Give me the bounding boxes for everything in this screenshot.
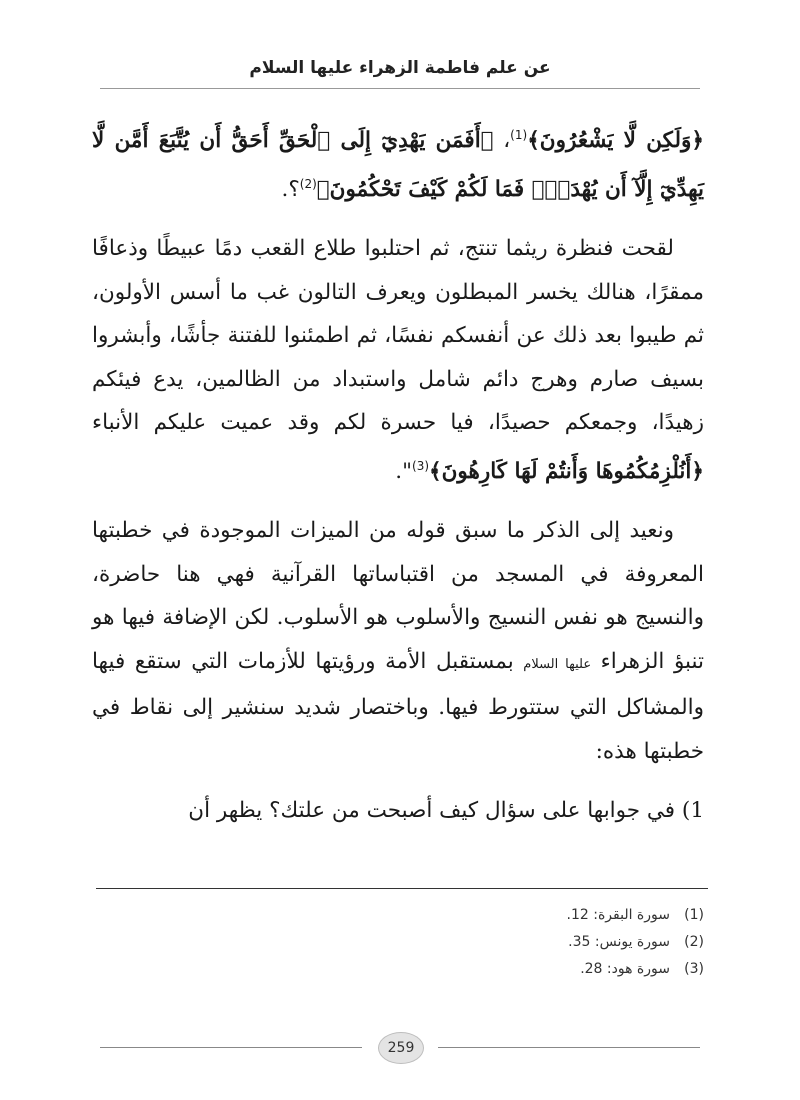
paragraph-end: ". <box>395 458 413 484</box>
footnote-item <box>92 929 704 956</box>
honorific-text: عليها السلام <box>523 656 592 672</box>
footer-line-right <box>438 1047 700 1048</box>
numbered-point <box>92 789 704 833</box>
separator-text: ، <box>493 128 511 154</box>
footnotes <box>92 902 704 983</box>
footer-line-left <box>100 1047 362 1048</box>
footnote-ref[interactable]: (2) <box>299 176 317 191</box>
header-title: عن علم فاطمة الزهراء عليها السلام <box>249 58 551 78</box>
footnote-text: سورة البقرة: 12. <box>566 907 670 923</box>
footnote-number: (1) <box>684 907 704 923</box>
main-text <box>92 114 704 833</box>
footnote-number: (2) <box>684 934 704 950</box>
quran-verse: ﴿وَلَكِن لَّا يَشْعُرُونَ﴾ <box>527 128 704 154</box>
footnote-text: سورة يونس: 35. <box>568 934 670 950</box>
footnote-item <box>92 902 704 929</box>
point-number: 1) <box>681 798 704 824</box>
paragraph-quran-verses <box>92 114 704 211</box>
paragraph-analysis <box>92 509 704 773</box>
running-header <box>0 58 800 78</box>
footnote-divider <box>96 888 708 889</box>
footnote-number: (3) <box>684 961 704 977</box>
footnote-ref[interactable]: (3) <box>412 458 430 473</box>
paragraph-text: بمستقبل الأمة ورؤيتها للأزمات التي ستقع فيها والمشاكل التي ستتورط فيها. وباختصار شديد سنشير إلى نقاط في خطبتها هذه: <box>92 648 704 764</box>
page-number: 259 <box>378 1032 424 1064</box>
header-divider <box>100 88 700 89</box>
paragraph-text: لقحت فنظرة ريثما تنتج، ثم احتلبوا طلاع القعب دمًا عبيطًا وذعافًا ممقرًا، هنالك يخسر المبطلون ويعرف التالون غب ما أسس الأولون، ثم طيبوا بعد ذلك عن أنفسكم نفسًا، ثم اطمئنوا للفتنة جأشًا، وأبشروا بسيف صارم وهرج دائم شامل واستبداد من الظالمين، يدع فيئكم زهيدًا، وجمعكم حصيدًا، فيا حسرة لكم وقد عميت عليكم الأنباء <box>92 236 704 436</box>
paragraph-end: ؟. <box>281 176 300 202</box>
footnote-ref[interactable]: (1) <box>510 128 528 142</box>
paragraph-text: ونعيد إلى الذكر ما سبق قوله من الميزات الموجودة في خطبتها المعروفة في المسجد من اقتباساتها القرآنية فهي هنا حاضرة، والنسيج هو نفس النسيج والأسلوب هو الأسلوب. لكن الإضافة فيها هو تنبؤ الزهراء <box>92 518 705 674</box>
quran-verse: ﴿أَنُلْزِمُكُمُوهَا وَأَنتُمْ لَهَا كَارِهُونَ﴾ <box>429 458 704 484</box>
quran-verse: ﴿أَفَمَن يَهْدِيٓ إِلَى ٱلْحَقِّ أَحَقُّ أَن يُتَّبَعَ أَمَّن لَّا يَهِدِّيٓ إِلَّآ أَن يُهْدَىٰۖ فَمَا لَكُمْ كَيْفَ تَحْكُمُونَ﴾ <box>92 128 704 202</box>
paragraph-sermon <box>92 227 704 493</box>
footnote-item <box>92 956 704 983</box>
footnote-text: سورة هود: 28. <box>580 961 670 977</box>
point-text: في جوابها على سؤال كيف أصبحت من علتك؟ يظهر أن <box>188 798 676 824</box>
page-footer <box>100 1032 700 1062</box>
